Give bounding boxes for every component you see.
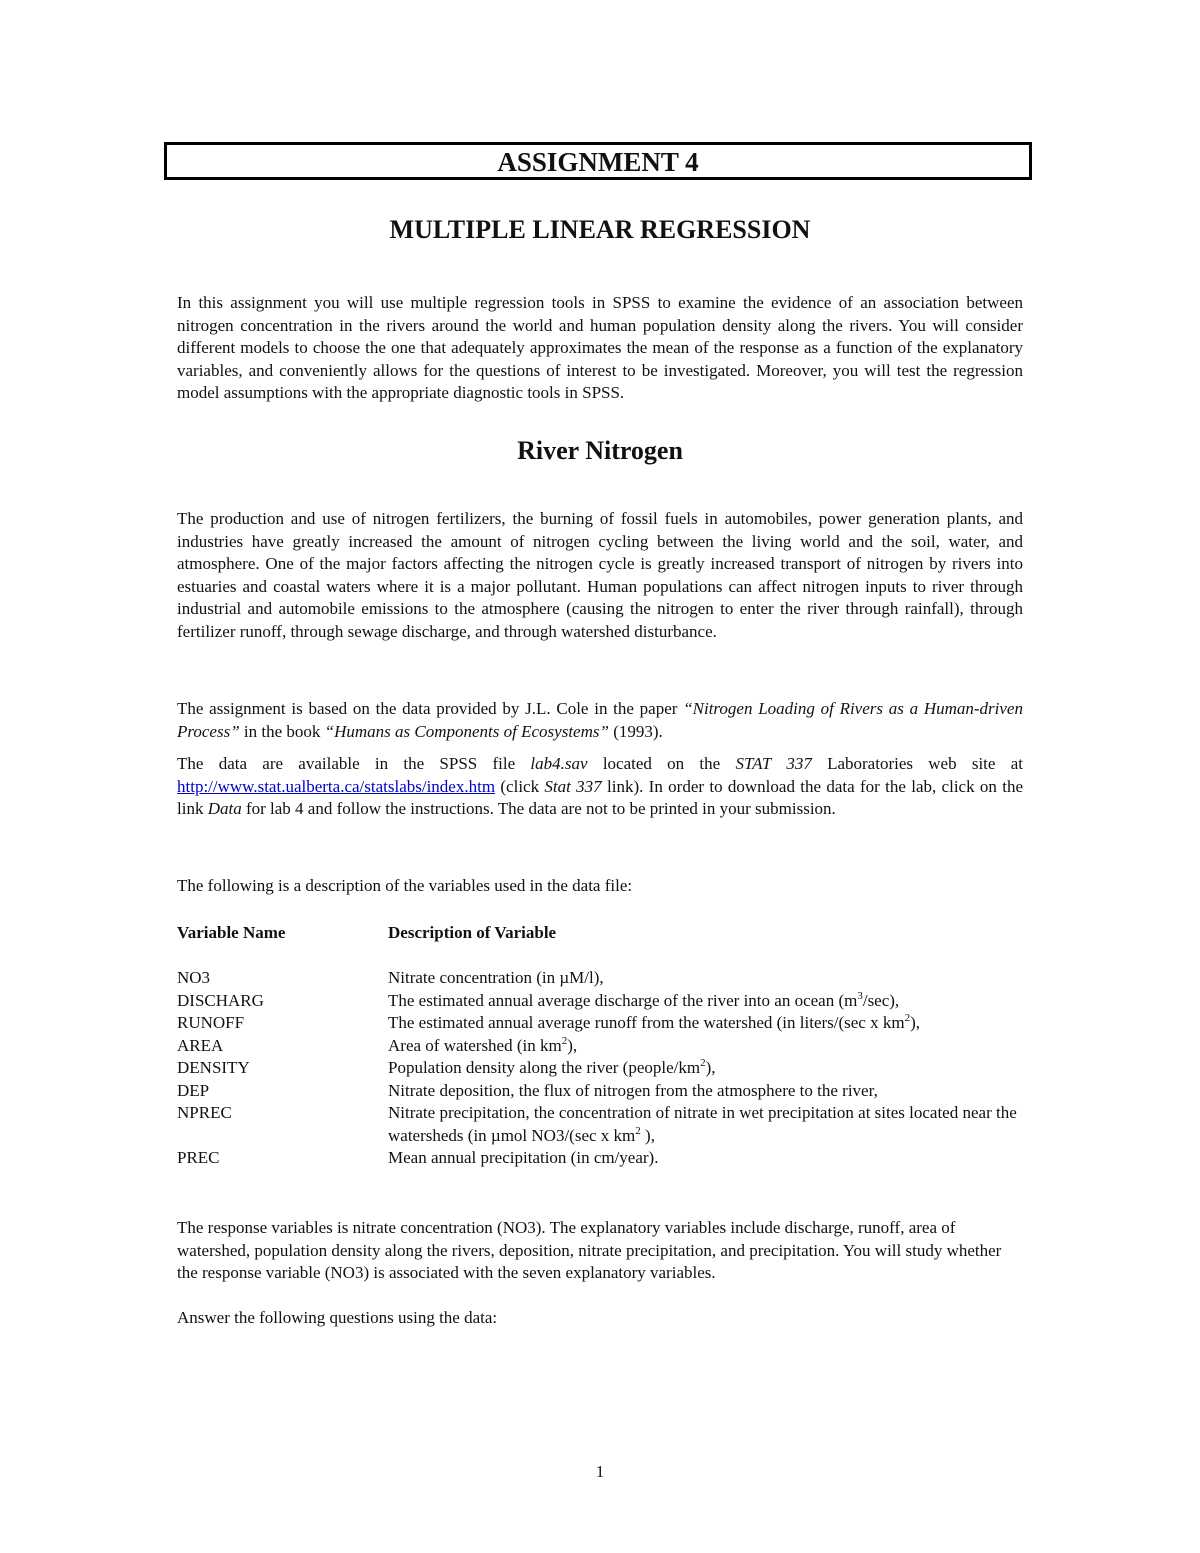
source-text-2: in the book <box>239 721 325 741</box>
website-link[interactable]: http://www.stat.ualberta.ca/statslabs/index.htm <box>177 776 496 796</box>
book-title: “Humans as Components of Ecosystems” <box>324 721 609 741</box>
variable-name: PREC <box>177 1148 220 1167</box>
paper-title: “Nitrogen Loading of Rivers as a Human-driven Process” <box>177 699 1023 741</box>
variable-name: AREA <box>177 1035 224 1055</box>
source-text-3: (1993). <box>608 721 663 741</box>
data-text-5: link). In order to download the data for the lab, click on the link <box>177 776 1024 819</box>
data-text-4: (click <box>495 776 545 796</box>
variable-name: NPREC <box>177 1103 232 1122</box>
page-number: 1 <box>595 1462 605 1481</box>
background-paragraph: The production and use of nitrogen fertilizers, the burning of fossil fuels in automobiles, power generation plants, and industries have greatly increased the amount of nitrogen cycling between the living world and the soil, water, and atmosphere. One of the major factors affecting the nitrogen cycle is greatly increased transport of nitrogen by rivers into estuaries and coastal waters where it is a major pollutant. Human populations can affect nitrogen inputs to river through industrial and automobile emissions to the atmosphere (causing the nitrogen to enter the river through rainfall), through fertilizer runoff, through sewage discharge, and through watershed disturbance. <box>177 509 1023 641</box>
variable-description: The estimated annual average runoff from the watershed (in liters/(sec x $km^2$), <box>388 1012 920 1032</box>
variable-name: DISCHARG <box>177 990 264 1010</box>
stat-link-label: Stat 337 <box>544 776 602 796</box>
header-description: Description of Variable <box>388 923 557 942</box>
intro-paragraph: In this assignment you will use multiple regression tools in SPSS to examine the evidence of an association between nitrogen concentration in the rivers around the world and human population density along the rivers. You will consider different models to choose the one that adequately approximates the mean of the response as a function of the explanatory variables, and conveniently allows for the questions of interest to be investigated. Moreover, you will test the regression model assumptions with the appropriate diagnostic tools in SPSS. <box>177 293 1023 403</box>
variable-description: Nitrate precipitation, the concentration of nitrate in wet precipitation at sites located near the watersheds (in µmol NO3/(sec x $km^2$ ), <box>388 1103 1017 1145</box>
file-name: lab4.sav <box>530 754 588 773</box>
questions-intro: Answer the following questions using the data: <box>177 1308 498 1327</box>
data-text-6: for lab 4 and follow the instructions. The data are not to be printed in your submission. <box>241 799 836 819</box>
section-title: River Nitrogen <box>517 436 683 465</box>
table-row <box>177 967 1037 990</box>
source-paragraph <box>177 698 1023 743</box>
table-row <box>177 1147 1037 1170</box>
variable-description: Nitrate concentration (in µM/l), <box>388 968 604 987</box>
document-title: ASSIGNMENT 4 <box>497 147 699 177</box>
variable-name: DENSITY <box>177 1058 250 1077</box>
document-subtitle: MULTIPLE LINEAR REGRESSION <box>389 215 811 244</box>
table-row <box>177 1080 1037 1103</box>
title-box <box>164 142 1032 180</box>
variable-description: Area of watershed (in $km^2$), <box>388 1034 578 1055</box>
header-variable-name: Variable Name <box>177 923 286 942</box>
table-row <box>177 1102 1037 1147</box>
table-header-row <box>177 922 1037 945</box>
variable-name: DEP <box>177 1080 210 1100</box>
variable-name: NO3 <box>177 968 211 987</box>
variable-name: RUNOFF <box>177 1013 245 1032</box>
data-link-label: Data <box>207 799 242 819</box>
course-name: STAT 337 <box>735 754 812 773</box>
source-text-1: The assignment is based on the data provided by J.L. Cole in the paper <box>177 699 684 718</box>
variable-description: The estimated annual average discharge of the river into an ocean $(m^3/\sec)$, <box>388 989 900 1010</box>
table-row <box>177 1035 1037 1058</box>
variable-description: Population density along the river $(people/km^2)$, <box>388 1057 716 1077</box>
data-availability-paragraph <box>177 753 1023 821</box>
variables-intro: The following is a description of the variables used in the data file: <box>177 876 633 895</box>
variable-description: Mean annual precipitation (in cm/year). <box>388 1148 659 1167</box>
response-paragraph: The response variables is nitrate concentration (NO3). The explanatory variables include discharge, runoff, area of watershed, population density along the rivers, deposition, nitrate precipitation, and precipitation. You will study whether the response variable (NO3) is associated with the seven explanatory variables. <box>177 1218 1002 1283</box>
table-row <box>177 1057 1037 1080</box>
table-row <box>177 990 1037 1013</box>
data-text-3: Laboratories web site at <box>811 754 1023 773</box>
variable-description: Nitrate deposition, the flux of nitrogen from the atmosphere to the river, <box>388 1080 878 1100</box>
data-text-1: The data are available in the SPSS file <box>177 754 531 773</box>
table-row <box>177 1012 1037 1035</box>
variable-table <box>177 922 1037 1170</box>
data-text-2: located on the <box>587 754 736 773</box>
